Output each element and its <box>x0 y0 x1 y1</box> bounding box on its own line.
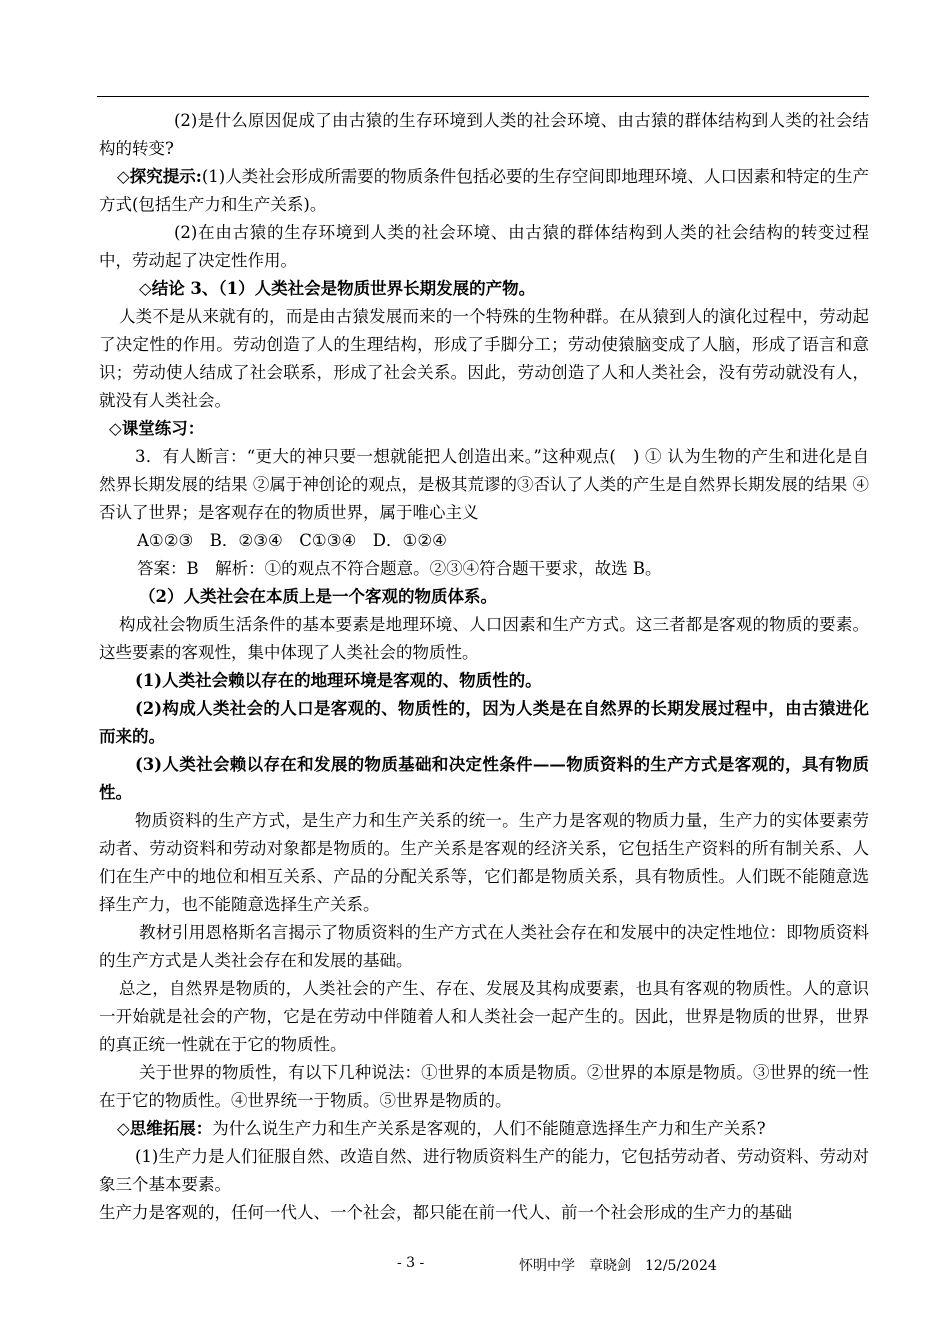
text-run: 总之，自然界是物质的，人类社会的产生、存在、发展及其构成要素，也具有客观的物质性。人的意识一开始就是社会的产物，它是在劳动中伴随着人和人类社会一起产生的。因此，世界是物质的世界，世界的真正统一性就在于它的物质性。 <box>99 979 869 1054</box>
paragraph <box>99 667 869 695</box>
text-run: (2)是什么原因促成了由古猿的生存环境到人类的社会环境、由古猿的群体结构到人类的社会结构的转变? <box>99 111 869 158</box>
paragraph <box>99 303 869 415</box>
paragraph <box>99 219 869 275</box>
header-rule <box>97 96 869 97</box>
bold-text: ◇思维拓展： <box>117 1119 213 1138</box>
paragraph <box>99 611 869 667</box>
paragraph <box>99 919 869 975</box>
text-run: 3．有人断言：“更大的神只要一想就能把人创造出来。”这种观点( ) ① 认为生物的产生和进化是自然界长期发展的结果 ②属于神创论的观点，是极其荒谬的③否认了人类的产生是自然界长期发展的结果 ④否认了世界；是客观存在的物质世界，属于唯心主义 <box>99 447 869 522</box>
paragraph <box>99 1115 869 1143</box>
paragraph <box>99 751 869 807</box>
text-run: 人类不是从来就有的，而是由古猿发展而来的一个特殊的生物种群。在从猿到人的演化过程中，劳动起了决定性的作用。劳动创造了人的生理结构，形成了手脚分工；劳动使猿脑变成了人脑，形成了语言和意识；劳动使人结成了社会联系，形成了社会关系。因此，劳动创造了人和人类社会，没有劳动就没有人，就没有人类社会。 <box>99 307 869 410</box>
bold-text: (2)构成人类社会的人口是客观的、物质性的，因为人类是在自然界的长期发展过程中，由古猿进化而来的。 <box>99 699 869 746</box>
paragraph <box>99 443 869 527</box>
text-run: 生产力是客观的，任何一代人、一个社会，都只能在前一代人、前一个社会形成的生产力的基础 <box>99 1203 792 1222</box>
paragraph <box>99 975 869 1059</box>
paragraph <box>99 415 869 443</box>
paragraph <box>99 1143 869 1199</box>
paragraph <box>99 1059 869 1115</box>
text-run: (1)人类社会形成所需要的物质条件包括必要的生存空间即地理环境、人口因素和特定的生产方式(包括生产力和生产关系)。 <box>99 167 870 214</box>
bold-text: (1)人类社会赖以存在的地理环境是客观的、物质性的。 <box>135 671 542 690</box>
bold-text: ◇探究提示: <box>117 167 202 186</box>
text-run: 教材引用恩格斯名言揭示了物质资料的生产方式在人类社会存在和发展中的决定性地位：即物质资料的生产方式是人类社会存在和发展的基础。 <box>99 923 869 970</box>
paragraph <box>99 807 869 919</box>
paragraph <box>99 527 869 555</box>
text-run: 构成社会物质生活条件的基本要素是地理环境、人口因素和生产方式。这三者都是客观的物质的要素。这些要素的客观性，集中体现了人类社会的物质性。 <box>99 615 869 662</box>
bold-text: （2）人类社会在本质上是一个客观的物质体系。 <box>139 587 497 606</box>
text-run: 物质资料的生产方式，是生产力和生产关系的统一。生产力是客观的物质力量，生产力的实体要素劳动者、劳动资料和劳动对象都是物质的。生产关系是客观的经济关系，它包括生产资料的所有制关系、人们在生产中的地位和相互关系、产品的分配关系等，它们都是物质关系，具有物质性。人们既不能随意选择生产力，也不能随意选择生产关系。 <box>99 811 869 914</box>
text-run: (2)在由古猿的生存环境到人类的社会环境、由古猿的群体结构到人类的社会结构的转变过程中，劳动起了决定性作用。 <box>99 223 869 270</box>
text-run: (1)生产力是人们征服自然、改造自然、进行物质资料生产的能力，它包括劳动者、劳动资料、劳动对象三个基本要素。 <box>99 1147 869 1194</box>
footer-info: 怀明中学 章晓剑 12/5/2024 <box>519 1258 717 1274</box>
paragraph <box>99 1199 869 1227</box>
text-run: A①②③ B．②③④ C①③④ D．①②④ <box>137 531 447 550</box>
bold-text: (3)人类社会赖以存在和发展的物质基础和决定性条件——物质资料的生产方式是客观的，具有物质性。 <box>99 755 869 802</box>
bold-text: ◇结论 3、（1）人类社会是物质世界长期发展的产物。 <box>139 279 536 298</box>
paragraph <box>99 583 869 611</box>
text-run: 为什么说生产力和生产关系是客观的，人们不能随意选择生产力和生产关系? <box>212 1119 766 1138</box>
page-number: - 3 - <box>397 1255 425 1271</box>
document-body <box>99 107 869 1227</box>
paragraph <box>99 163 869 219</box>
paragraph <box>99 695 869 751</box>
text-run: 答案：B 解析：①的观点不符合题意。②③④符合题干要求，故选 B。 <box>137 559 662 578</box>
paragraph <box>99 107 869 163</box>
paragraph <box>99 555 869 583</box>
paragraph <box>99 275 869 303</box>
text-run: 关于世界的物质性，有以下几种说法：①世界的本质是物质。②世界的本原是物质。③世界的统一性在于它的物质性。④世界统一于物质。⑤世界是物质的。 <box>99 1063 869 1110</box>
bold-text: ◇课堂练习： <box>109 419 205 438</box>
